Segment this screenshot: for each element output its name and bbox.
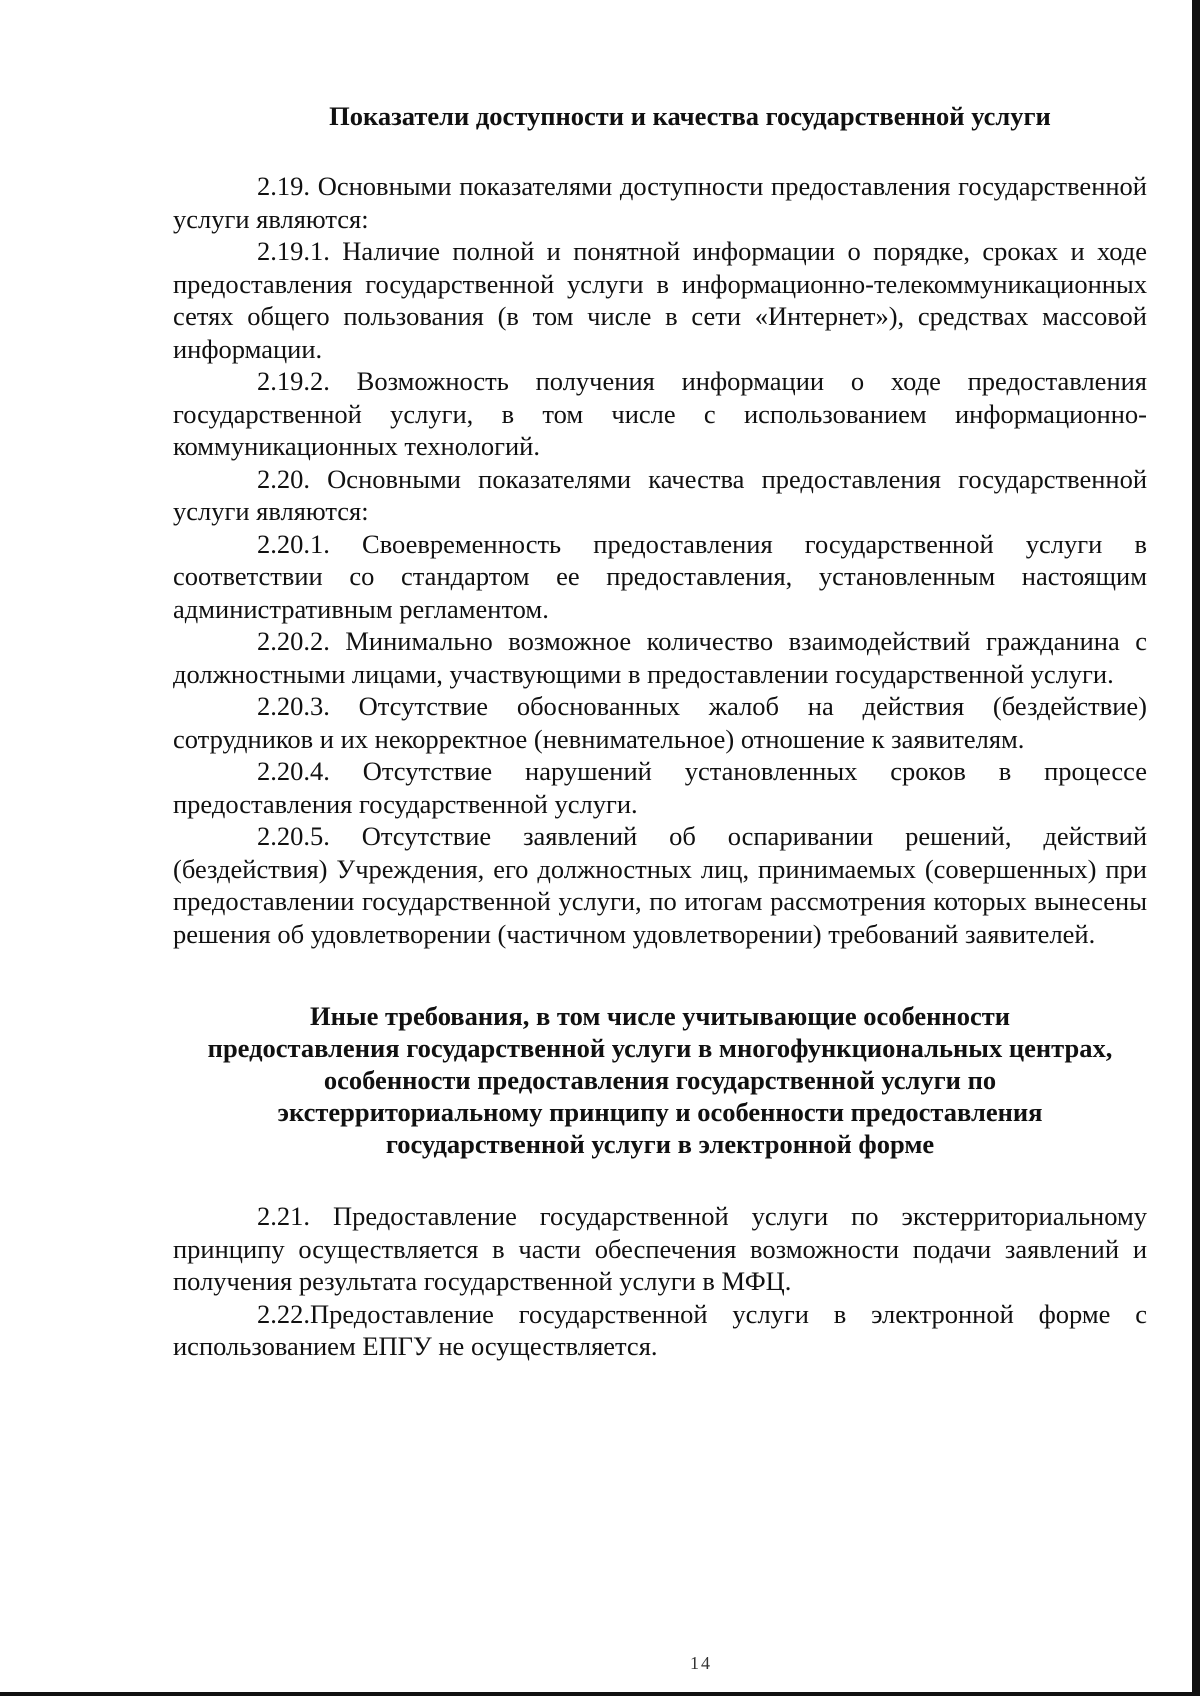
heading-line: Иные требования, в том числе учитывающие особенности	[310, 1001, 1010, 1031]
heading-line: экстерриториальному принципу и особенности предоставления	[277, 1097, 1043, 1127]
section-heading-other-requirements	[173, 1000, 1147, 1160]
spacer	[173, 1160, 1147, 1200]
paragraph-2-20-5: 2.20.5. Отсутствие заявлений об оспаривании решений, действий (бездействия) Учреждения, его должностных лиц, принимаемых (совершенных) при предоставлении государственной услуги, по итогам рассмотрения которых вынесены решения об удовлетворении (частичном удовлетворении) требований заявителей.	[173, 821, 1147, 949]
paragraph-2-19-1: 2.19.1. Наличие полной и понятной информации о порядке, сроках и ходе предоставления государственной услуги в информационно-телекоммуникационных сетях общего пользования (в том числе в сети «Интернет»), средствах массовой информации.	[173, 236, 1147, 364]
spacer	[173, 132, 1147, 170]
paragraph-2-20-3: 2.20.3. Отсутствие обоснованных жалоб на действия (бездействие) сотрудников и их некорректное (невнимательное) отношение к заявителям.	[173, 691, 1147, 754]
paragraph-2-21: 2.21. Предоставление государственной услуги по экстерриториальному принципу осуществляется в части обеспечения возможности подачи заявлений и получения результата государственной услуги в МФЦ.	[173, 1201, 1147, 1296]
paragraph-2-19-2: 2.19.2. Возможность получения информации о ходе предоставления государственной услуги, в том числе с использованием информационно-коммуникационных технологий.	[173, 366, 1147, 461]
scan-border-right	[1192, 0, 1200, 1696]
paragraph-2-20-2: 2.20.2. Минимально возможное количество взаимодействий гражданина с должностными лицами, участвующими в предоставлении государственной услуги.	[173, 626, 1147, 689]
heading-line: особенности предоставления государственной услуги по	[323, 1065, 997, 1095]
section-heading-availability: Показатели доступности и качества государственной услуги	[329, 101, 1051, 131]
heading-line: государственной услуги в электронной форме	[385, 1129, 935, 1159]
document-body	[173, 100, 1147, 1363]
page-number: 14	[690, 1653, 712, 1673]
paragraph-2-20-4: 2.20.4. Отсутствие нарушений установленных сроков в процессе предоставления государственной услуги.	[173, 756, 1147, 819]
heading-line: предоставления государственной услуги в многофункциональных центрах,	[207, 1033, 1113, 1063]
scan-border-bottom	[0, 1692, 1200, 1696]
paragraph-2-20-1: 2.20.1. Своевременность предоставления государственной услуги в соответствии со стандартом ее предоставления, установленным настоящим административным регламентом.	[173, 528, 1147, 624]
paragraph-2-20: 2.20. Основными показателями качества предоставления государственной услуги являются:	[173, 463, 1147, 526]
paragraph-2-22: 2.22.Предоставление государственной услуги в электронной форме с использованием ЕПГУ не осуществляется.	[173, 1298, 1147, 1361]
paragraph-2-19: 2.19. Основными показателями доступности предоставления государственной услуги являются:	[173, 171, 1147, 234]
spacer	[173, 950, 1147, 1000]
